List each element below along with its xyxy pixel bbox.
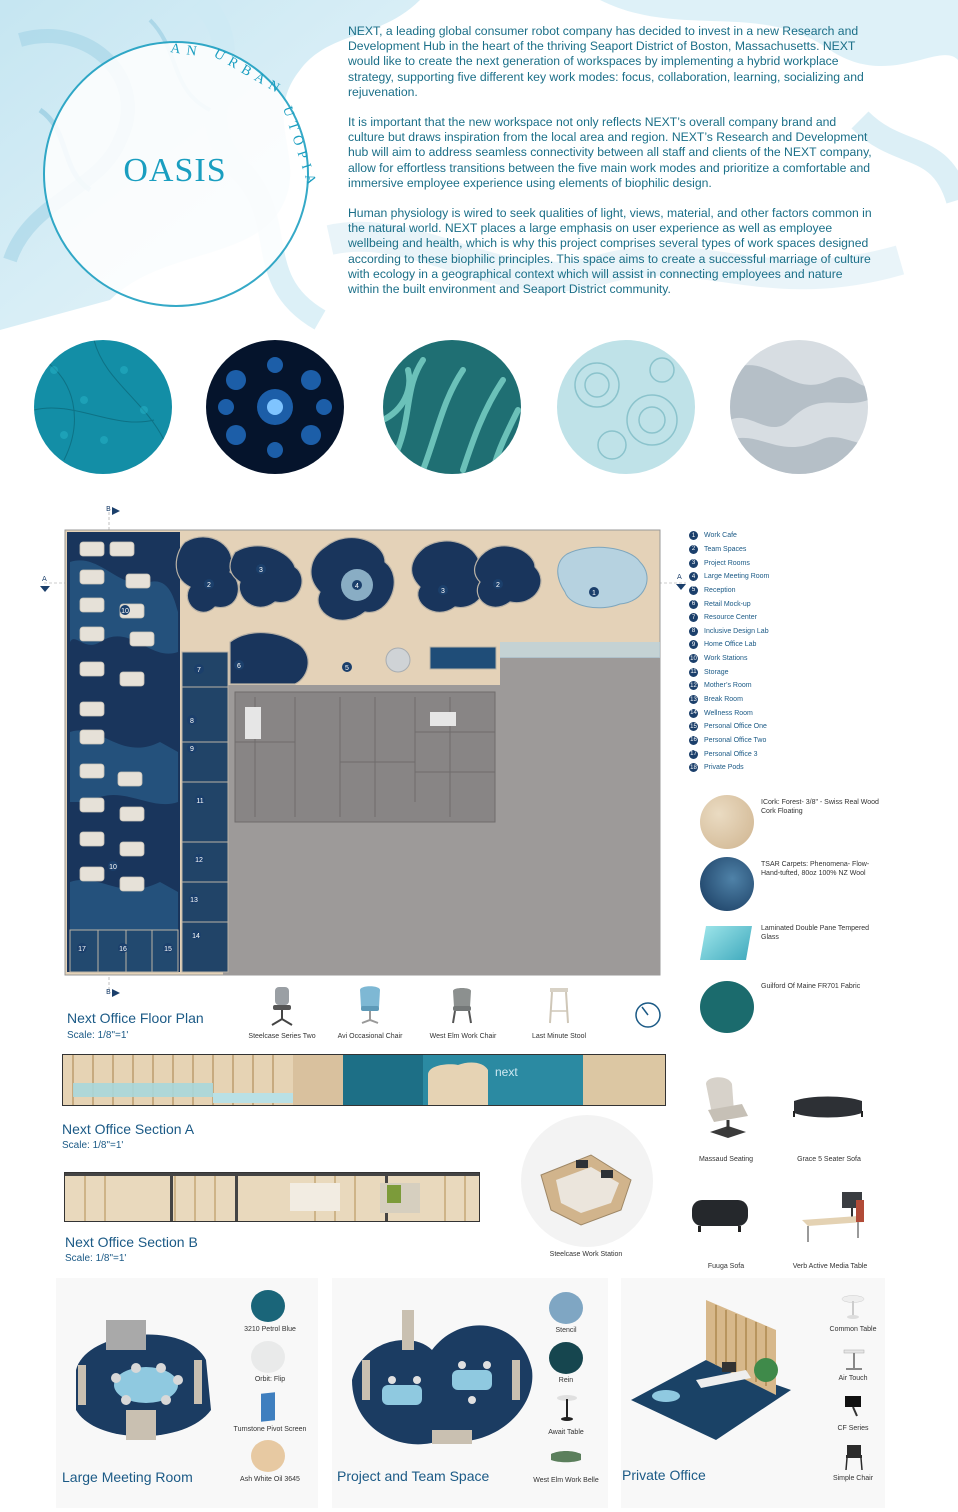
furniture-label: Verb Active Media Table bbox=[792, 1263, 868, 1270]
swatch-stencil bbox=[549, 1292, 583, 1324]
section-marker-b-top: B bbox=[106, 505, 111, 513]
legend-item: 9 Home Office Lab bbox=[689, 638, 769, 652]
section-marker-a-left: A bbox=[42, 575, 47, 583]
svg-text:AN: AN bbox=[169, 41, 204, 61]
private-office-title: Private Office bbox=[622, 1467, 706, 1483]
svg-text:11: 11 bbox=[196, 798, 204, 805]
section-marker-a-right: A bbox=[677, 573, 682, 581]
grace-sofa-icon bbox=[790, 1093, 866, 1123]
svg-text:13: 13 bbox=[190, 897, 198, 904]
svg-text:5: 5 bbox=[345, 665, 349, 672]
material-label-glass: Laminated Double Pane Tempered Glass bbox=[761, 925, 870, 941]
intro-paragraph-1: NEXT, a leading global consumer robot company has decided to invest in a new Research and Development Hub in the heart of the thriving Seaport District of Boston, Massachusetts. NEXT would like to create the next generation of workspaces by implementing a hybrid workplace strategy, supporting five different key work modes: focus, collaboration, learning, socializing and rejuvenation. bbox=[348, 24, 864, 99]
chair-westelm-icon bbox=[447, 987, 477, 1025]
workstation-render bbox=[521, 1115, 653, 1247]
north-arrow-icon bbox=[634, 1001, 662, 1029]
logo-oasis: OASIS bbox=[123, 152, 227, 189]
swatch-pivot-screen bbox=[261, 1392, 275, 1421]
massaud-seating-icon bbox=[698, 1074, 756, 1142]
floor-plan-scale: Scale: 1/8"=1' bbox=[67, 1030, 129, 1041]
section-a-scale: Scale: 1/8"=1' bbox=[62, 1140, 124, 1151]
legend-item: 5 Reception bbox=[689, 584, 769, 598]
material-label-cork: ICork: Forest- 3/8" - Swiss Real Wood Cork Floating bbox=[761, 799, 879, 815]
simple-chair-icon bbox=[843, 1443, 865, 1471]
swatch-rein bbox=[549, 1342, 583, 1374]
air-touch-icon bbox=[842, 1344, 866, 1372]
private-item-label: Common Table bbox=[829, 1326, 877, 1333]
section-a-drawing bbox=[62, 1054, 666, 1106]
await-table-icon bbox=[556, 1394, 578, 1422]
inspiration-swatch-rain bbox=[557, 340, 695, 474]
project-item-label: West Elm Work Belle bbox=[533, 1477, 599, 1484]
meeting-item-label: Orbit: Flip bbox=[254, 1376, 286, 1383]
legend-item: 3 Project Rooms bbox=[689, 556, 769, 570]
fuuga-sofa-icon bbox=[690, 1196, 750, 1236]
chair-steelcase-icon bbox=[266, 985, 298, 1027]
intro-text bbox=[348, 24, 876, 312]
svg-text:10: 10 bbox=[109, 864, 117, 871]
material-label-carpet: TSAR Carpets: Phenomena- Flow- Hand-tufted, 80oz 100% NZ Wool bbox=[761, 861, 870, 877]
legend-item: 2 Team Spaces bbox=[689, 543, 769, 557]
material-swatch-glass bbox=[700, 926, 752, 960]
svg-text:12: 12 bbox=[195, 857, 203, 864]
stool-icon bbox=[547, 985, 571, 1025]
furniture-label: Massaud Seating bbox=[698, 1156, 754, 1163]
cf-series-icon bbox=[843, 1394, 865, 1418]
inspiration-swatch-cells bbox=[206, 340, 344, 474]
svg-text:2: 2 bbox=[496, 582, 500, 589]
swatch-orbit-flip bbox=[251, 1341, 285, 1373]
svg-text:3: 3 bbox=[259, 567, 263, 574]
chair-label: Avi Occasional Chair bbox=[337, 1033, 403, 1040]
svg-text:15: 15 bbox=[164, 946, 172, 953]
swatch-petrol-blue bbox=[251, 1290, 285, 1322]
svg-text:14: 14 bbox=[192, 933, 200, 940]
legend-item: 1 Work Cafe bbox=[689, 529, 769, 543]
svg-text:10: 10 bbox=[121, 608, 129, 615]
common-table-icon bbox=[840, 1294, 866, 1320]
chair-label: Last Minute Stool bbox=[531, 1033, 587, 1040]
section-b-title: Next Office Section B bbox=[65, 1234, 198, 1250]
svg-text:4: 4 bbox=[355, 583, 359, 590]
legend-item: 10 Work Stations bbox=[690, 655, 748, 663]
legend-item: 11 Storage bbox=[690, 668, 729, 676]
material-swatch-fabric bbox=[700, 981, 754, 1033]
svg-text:2: 2 bbox=[207, 582, 211, 589]
legend-item: 14 Wellness Room bbox=[690, 709, 753, 717]
floor-plan bbox=[40, 502, 690, 1002]
meeting-item-label: Ash White Oil 3645 bbox=[240, 1476, 300, 1483]
project-item-label: Await Table bbox=[548, 1429, 584, 1436]
legend-item: 17 Personal Office 3 bbox=[690, 750, 758, 758]
chair-label: Steelcase Series Two bbox=[248, 1033, 316, 1040]
legend-item: 12 Mother’s Room bbox=[690, 682, 752, 690]
meeting-room-title: Large Meeting Room bbox=[62, 1469, 193, 1485]
svg-text:7: 7 bbox=[197, 667, 201, 674]
section-b-drawing bbox=[64, 1172, 480, 1222]
private-item-label: Simple Chair bbox=[832, 1475, 874, 1482]
meeting-room-render bbox=[66, 1310, 216, 1450]
svg-text:3: 3 bbox=[441, 588, 445, 595]
svg-text:1: 1 bbox=[592, 590, 596, 597]
private-office-render bbox=[626, 1300, 796, 1450]
svg-text:8: 8 bbox=[190, 718, 194, 725]
svg-text:17: 17 bbox=[78, 946, 86, 953]
inspiration-swatch-coral bbox=[34, 340, 172, 474]
svg-text:UTOPIA: UTOPIA bbox=[279, 104, 321, 193]
inspiration-swatch-anemone bbox=[383, 340, 521, 474]
legend-item: 8 Inclusive Design Lab bbox=[689, 624, 769, 638]
legend-item: 18 Private Pods bbox=[690, 764, 744, 772]
legend-item: 16 Personal Office Two bbox=[690, 736, 767, 744]
media-table-icon bbox=[798, 1190, 868, 1246]
private-item-label: Air Touch bbox=[838, 1375, 868, 1382]
floor-plan-title: Next Office Floor Plan bbox=[67, 1010, 204, 1026]
legend-item: 13 Break Room bbox=[690, 696, 743, 703]
room-legend bbox=[689, 529, 769, 775]
swatch-ash-white bbox=[251, 1440, 285, 1472]
project-space-title: Project and Team Space bbox=[337, 1468, 490, 1484]
legend-item: 4 Large Meeting Room bbox=[689, 570, 769, 584]
material-swatch-carpet bbox=[700, 857, 754, 911]
project-item-label: Stencil bbox=[555, 1327, 577, 1334]
chair-label: West Elm Work Chair bbox=[429, 1033, 497, 1040]
material-label-fabric: Guilford Of Maine FR701 Fabric bbox=[761, 983, 861, 990]
furniture-label: Grace 5 Seater Sofa bbox=[797, 1156, 861, 1163]
legend-item: 7 Resource Center bbox=[689, 611, 769, 625]
svg-text:9: 9 bbox=[190, 746, 194, 753]
section-marker-b-bottom: B bbox=[106, 988, 111, 996]
inspiration-swatch-silk bbox=[730, 340, 868, 474]
svg-text:6: 6 bbox=[237, 663, 241, 670]
material-swatch-cork bbox=[700, 795, 754, 849]
intro-paragraph-2: It is important that the new workspace not only reflects NEXT’s overall company brand and culture but draws inspiration from the local area and region. NEXT’s Research and Development hub will aim to address seamless connectivity between all staff and clients of the NEXT company, allow for effortless transitions between the five main work modes and prioritize a comfortable and immersive employee experience using elements of biophilic design. bbox=[348, 115, 872, 190]
section-a-title: Next Office Section A bbox=[62, 1121, 195, 1137]
project-item-label: Rein bbox=[558, 1377, 574, 1384]
legend-item: 6 Retail Mock-up bbox=[689, 597, 769, 611]
svg-text:URBAN: URBAN bbox=[211, 46, 287, 99]
private-item-label: CF Series bbox=[837, 1425, 869, 1432]
meeting-item-label: Turnstone Pivot Screen bbox=[233, 1426, 307, 1433]
chair-avi-icon bbox=[355, 985, 385, 1025]
workstation-label: Steelcase Work Station bbox=[549, 1251, 623, 1258]
legend-item: 15 Personal Office One bbox=[690, 723, 767, 731]
section-b-scale: Scale: 1/8"=1' bbox=[65, 1253, 127, 1264]
intro-paragraph-3: Human physiology is wired to seek qualities of light, views, material, and other factors common in the natural world. NEXT places a large emphasis on user experience as well as employee wellbeing and health, which is why this project comprises several types of work spaces designed according to these biophilic principles. This space aims to create a successful marriage of culture with ecology in a geographical context which will assist in connecting employees and nature within the built environment and Seaport District community. bbox=[348, 206, 872, 297]
svg-text:16: 16 bbox=[119, 946, 127, 953]
section-a-sign: next bbox=[495, 1065, 518, 1079]
work-belle-icon bbox=[549, 1448, 583, 1464]
meeting-item-label: 3210 Petrol Blue bbox=[244, 1326, 296, 1333]
furniture-label: Fuuga Sofa bbox=[707, 1263, 745, 1270]
